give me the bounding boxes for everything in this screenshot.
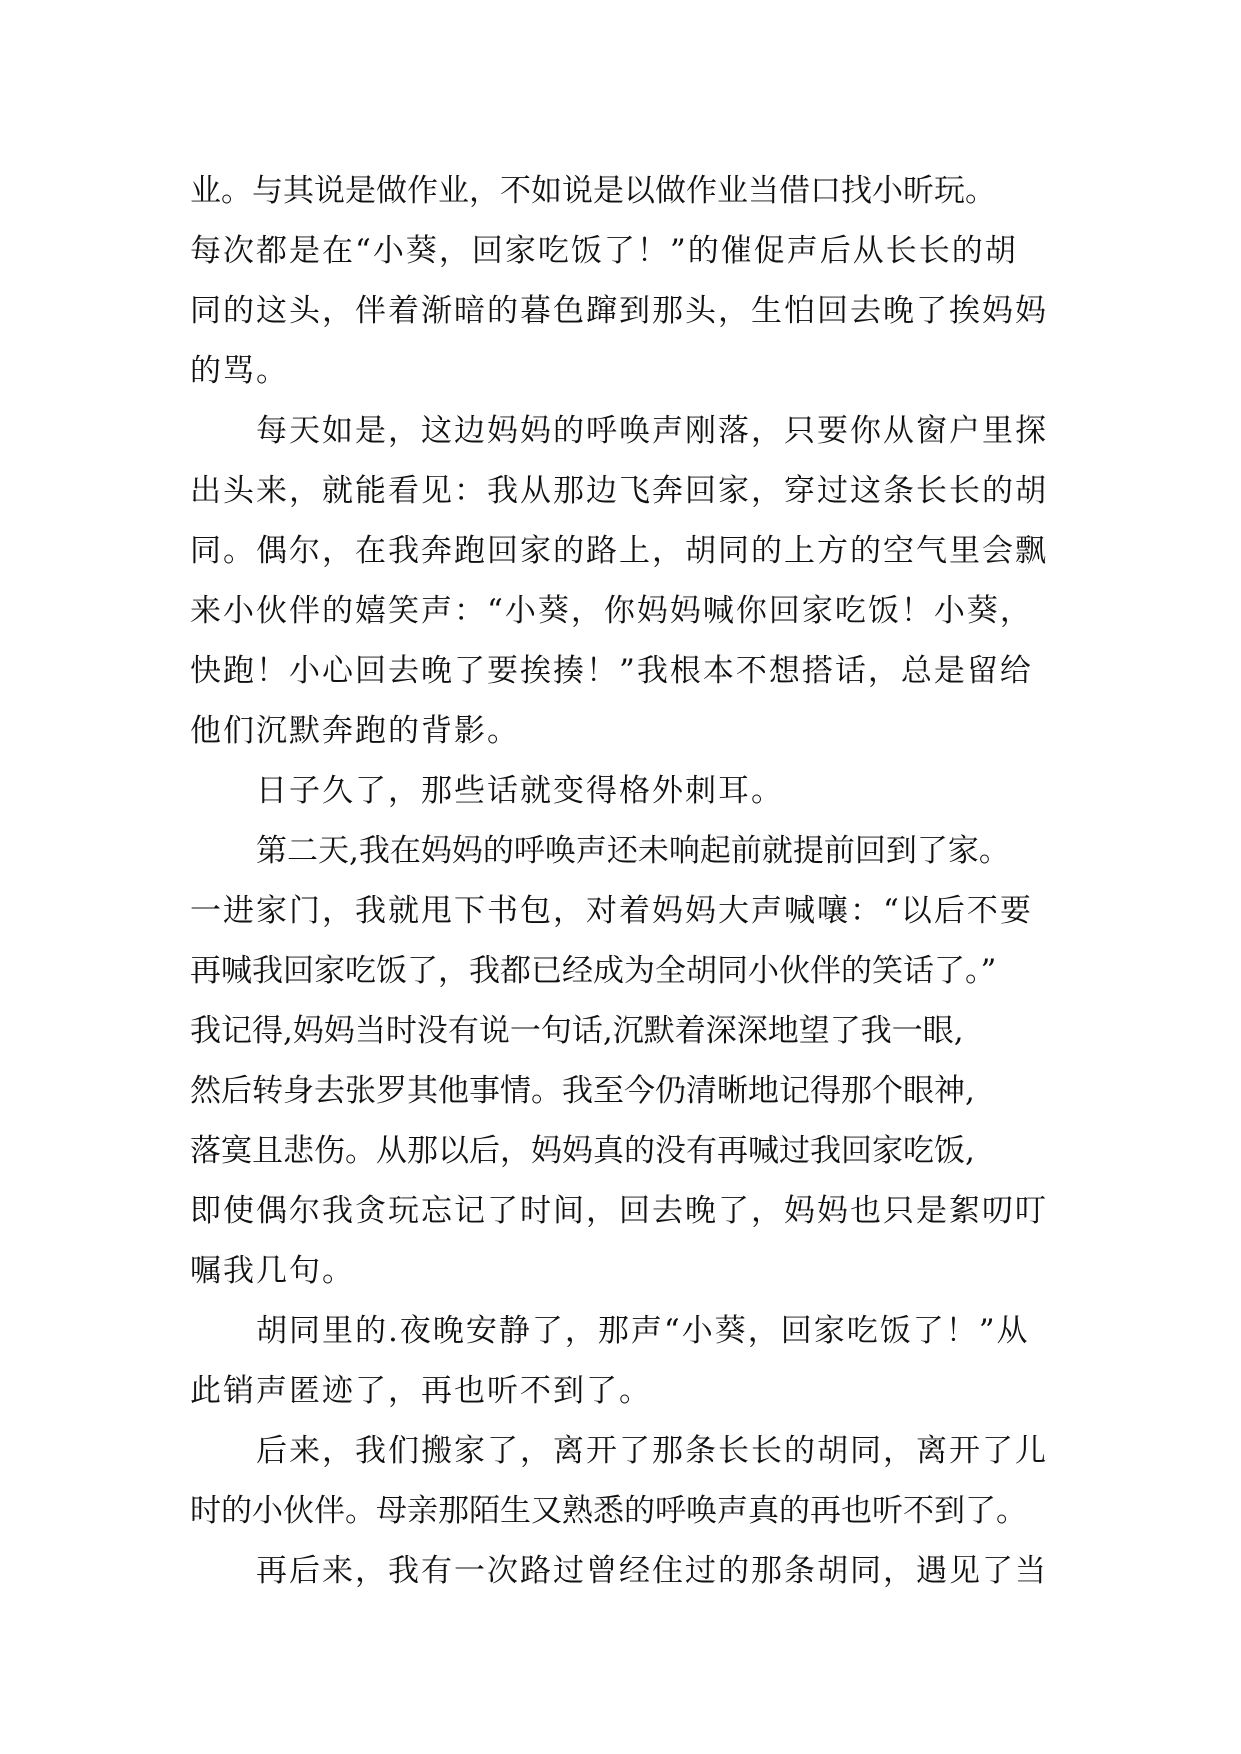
text-line: 一进家门，我就甩下书包，对着妈妈大声喊嚷：“以后不要 — [190, 893, 1033, 929]
text-line: 落寞且悲伤。从那以后，妈妈真的没有再喊过我回家吃饭, — [190, 1133, 975, 1169]
text-line: 即使偶尔我贪玩忘记了时间，回去晚了，妈妈也只是絮叨叮 — [190, 1193, 1048, 1229]
text-line: 再喊我回家吃饭了，我都已经成为全胡同小伙伴的笑话了。” — [190, 953, 997, 989]
text-line: 时的小伙伴。母亲那陌生又熟悉的呼唤声真的再也听不到了。 — [190, 1493, 1027, 1529]
text-line: 的骂。 — [190, 353, 289, 389]
text-line: 胡同里的.夜晚安静了，那声“小葵，回家吃饭了！”从 — [256, 1313, 1030, 1349]
text-line: 来小伙伴的嬉笑声：“小葵，你妈妈喊你回家吃饭！小葵， — [190, 593, 1033, 629]
text-line: 第二天,我在妈妈的呼唤声还未响起前就提前回到了家。 — [256, 833, 1010, 869]
document-page — [190, 161, 1060, 1601]
text-line: 快跑！小心回去晚了要挨揍！”我根本不想搭话，总是留给 — [190, 653, 1033, 689]
text-line: 同的这头，伴着渐暗的暮色蹿到那头，生怕回去晚了挨妈妈 — [190, 293, 1048, 329]
text-line: 我记得,妈妈当时没有说一句话,沉默着深深地望了我一眼, — [190, 1013, 964, 1049]
text-line: 嘱我几句。 — [190, 1253, 355, 1289]
text-line: 业。与其说是做作业，不如说是以做作业当借口找小昕玩。 — [190, 173, 996, 209]
text-line: 日子久了，那些话就变得格外刺耳。 — [256, 773, 784, 809]
text-line: 然后转身去张罗其他事情。我至今仍清晰地记得那个眼神, — [190, 1073, 975, 1109]
text-line: 后来，我们搬家了，离开了那条长长的胡同，离开了儿 — [256, 1433, 1048, 1469]
text-line: 出头来，就能看见：我从那边飞奔回家，穿过这条长长的胡 — [190, 473, 1048, 509]
text-line: 再后来，我有一次路过曾经住过的那条胡同，遇见了当 — [256, 1553, 1048, 1589]
text-line: 每天如是，这边妈妈的呼唤声刚落，只要你从窗户里探 — [256, 413, 1048, 449]
text-line: 此销声匿迹了，再也听不到了。 — [190, 1373, 652, 1409]
text-line: 每次都是在“小葵，回家吃饭了！”的催促声后从长长的胡 — [190, 233, 1018, 269]
text-line: 同。偶尔，在我奔跑回家的路上，胡同的上方的空气里会飘 — [190, 533, 1048, 569]
text-line: 他们沉默奔跑的背影。 — [190, 713, 520, 749]
